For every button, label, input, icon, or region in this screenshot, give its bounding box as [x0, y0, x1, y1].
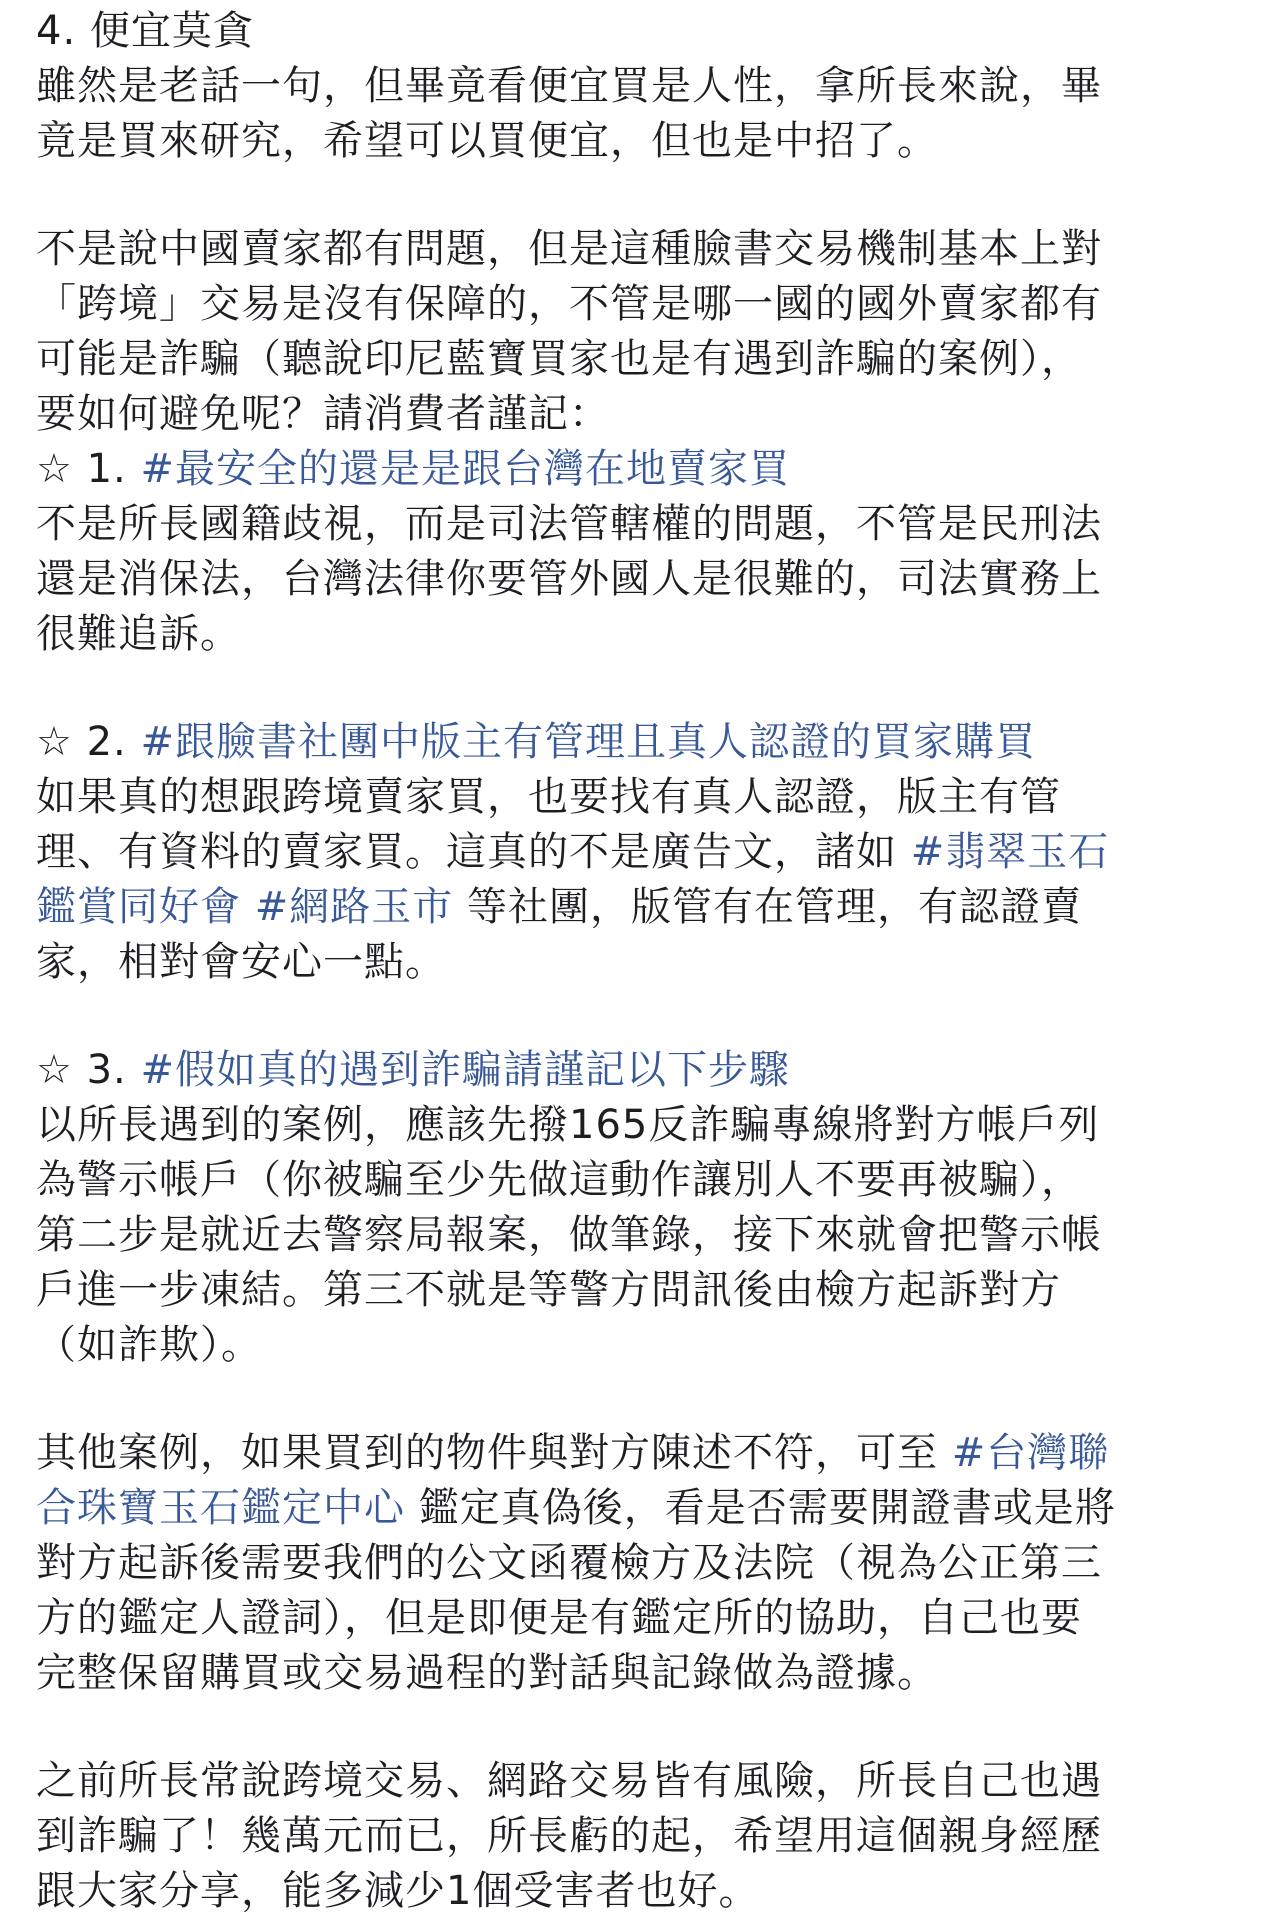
paragraph-gap	[36, 1373, 1260, 1426]
paragraph-line	[36, 1426, 1260, 1481]
paragraph-line	[36, 825, 1260, 880]
paragraph-line: 到詐騙了！幾萬元而已，所長虧的起，希望用這個親身經歷	[36, 1813, 1102, 1859]
paragraph-line: 不是說中國賣家都有問題，但是這種臉書交易機制基本上對	[36, 226, 1102, 272]
paragraph-line: 戶進一步凍結。第三不就是等警方問訊後由檢方起訴對方	[36, 1267, 1061, 1313]
hashtag-link[interactable]: #台灣聯	[951, 1430, 1110, 1476]
paragraph-line: 完整保留購買或交易過程的對話與記錄做為證據。	[36, 1650, 938, 1696]
paragraph-line: 雖然是老話一句，但畢竟看便宜買是人性，拿所長來說，畢	[36, 63, 1102, 109]
star-icon: ☆	[36, 719, 73, 765]
hashtag-link[interactable]: #跟臉書社團中版主有管理且真人認證的買家購買	[140, 719, 1036, 765]
star-icon: ☆	[36, 1047, 73, 1093]
inline-text: 理、有資料的賣家買。這真的不是廣告文，諸如	[36, 829, 911, 875]
tip-2-title	[36, 715, 1260, 770]
paragraph-line: 方的鑑定人證詞），但是即便是有鑑定所的協助，自己也要	[36, 1595, 1082, 1641]
hashtag-link[interactable]: #假如真的遇到詐騙請謹記以下步驟	[140, 1047, 790, 1093]
paragraph-line: 之前所長常說跨境交易、網路交易皆有風險，所長自己也遇	[36, 1758, 1102, 1804]
hashtag-link[interactable]: #翡翠玉石	[910, 829, 1110, 875]
post-body	[36, 4, 1260, 1919]
paragraph-line: 第二步是就近去警察局報案，做筆錄，接下來就會把警示帳	[36, 1212, 1102, 1258]
paragraph-line: 如果真的想跟跨境賣家買，也要找有真人認證，版主有管	[36, 774, 1061, 820]
tip-3-title	[36, 1043, 1260, 1098]
paragraph-line	[36, 1481, 1260, 1536]
inline-text: 其他案例，如果買到的物件與對方陳述不符，可至	[36, 1430, 952, 1476]
tip-number: 3.	[86, 1047, 127, 1093]
star-icon: ☆	[36, 446, 73, 492]
paragraph-gap	[36, 169, 1260, 222]
hashtag-link[interactable]: #最安全的還是是跟台灣在地賣家買	[140, 446, 790, 492]
paragraph-line: 以所長遇到的案例，應該先撥165反詐騙專線將對方帳戶列	[36, 1102, 1100, 1148]
inline-text: 鑑定真偽後，看是否需要開證書或是將	[405, 1485, 1116, 1531]
paragraph-line: 跟大家分享，能多減少1個受害者也好。	[36, 1868, 760, 1914]
paragraph-line: （如詐欺）。	[36, 1322, 262, 1368]
paragraph-line: 要如何避免呢？請消費者謹記：	[36, 391, 610, 437]
paragraph-line: 可能是詐騙（聽說印尼藍寶買家也是有遇到詐騙的案例），	[36, 336, 1082, 382]
paragraph-gap	[36, 1701, 1260, 1754]
paragraph-line: 對方起訴後需要我們的公文函覆檢方及法院（視為公正第三	[36, 1540, 1102, 1586]
paragraph-line: 竟是買來研究，希望可以買便宜，但也是中招了。	[36, 118, 938, 164]
paragraph-line: 「跨境」交易是沒有保障的，不管是哪一國的國外賣家都有	[36, 281, 1102, 327]
paragraph-line: 很難追訴。	[36, 611, 241, 657]
hashtag-link[interactable]: 合珠寶玉石鑑定中心	[36, 1485, 405, 1531]
tip-number: 1.	[86, 446, 127, 492]
tip-number: 2.	[86, 719, 127, 765]
paragraph-line	[36, 880, 1260, 935]
hashtag-link[interactable]: 鑑賞同好會	[36, 884, 241, 930]
paragraph-line: 不是所長國籍歧視，而是司法管轄權的問題，不管是民刑法	[36, 501, 1102, 547]
tip-1-title	[36, 442, 1260, 497]
hashtag-link[interactable]: #網路玉市	[254, 884, 454, 930]
section-heading: 4. 便宜莫貪	[36, 8, 254, 54]
paragraph-line: 還是消保法，台灣法律你要管外國人是很難的，司法實務上	[36, 556, 1102, 602]
paragraph-line: 為警示帳戶（你被騙至少先做這動作讓別人不要再被騙），	[36, 1157, 1082, 1203]
paragraph-line: 家，相對會安心一點。	[36, 939, 446, 985]
inline-text: 等社團，版管有在管理，有認證賣	[453, 884, 1082, 930]
paragraph-gap	[36, 990, 1260, 1043]
paragraph-gap	[36, 662, 1260, 715]
